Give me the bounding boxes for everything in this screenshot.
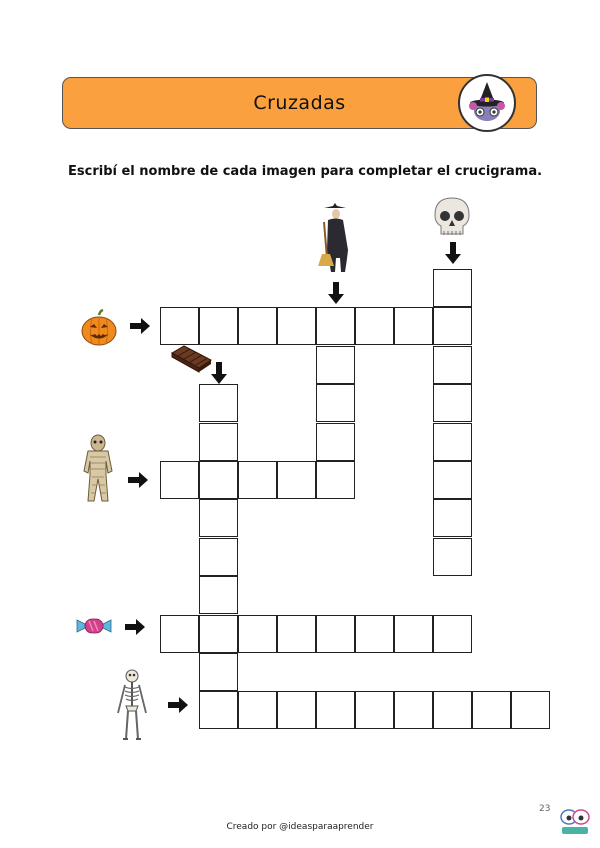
- arrow-down-icon: [211, 362, 227, 388]
- crossword-cell[interactable]: [238, 307, 277, 345]
- crossword-cell[interactable]: [316, 307, 355, 345]
- crossword-cell[interactable]: [394, 307, 433, 345]
- skeleton-icon: [112, 668, 152, 746]
- crossword-cell[interactable]: [199, 576, 238, 614]
- page-number: 23: [539, 804, 551, 814]
- crossword-cell[interactable]: [316, 691, 355, 729]
- crossword-cell[interactable]: [433, 269, 472, 307]
- crossword-cell[interactable]: [199, 538, 238, 576]
- crossword-cell[interactable]: [433, 499, 472, 537]
- crossword-cell[interactable]: [160, 461, 199, 499]
- crossword-cell[interactable]: [394, 691, 433, 729]
- crossword-cell[interactable]: [433, 461, 472, 499]
- crossword-cell[interactable]: [433, 615, 472, 653]
- candy-icon: [76, 615, 112, 641]
- crossword-cell[interactable]: [355, 615, 394, 653]
- crossword-cell[interactable]: [160, 307, 199, 345]
- crossword-cell[interactable]: [394, 615, 433, 653]
- crossword-cell[interactable]: [355, 691, 394, 729]
- arrow-right-icon: [130, 318, 150, 338]
- crossword-cell[interactable]: [316, 461, 355, 499]
- crossword-cell[interactable]: [238, 615, 277, 653]
- arrow-right-icon: [168, 697, 188, 717]
- page-title: Cruzadas: [253, 92, 346, 114]
- footer-credit: Creado por @ideasparaaprender: [226, 822, 374, 832]
- crossword-cell[interactable]: [316, 615, 355, 653]
- ideas-para-aprender-logo-icon: [558, 805, 592, 843]
- chocolate-bar-icon: [170, 345, 212, 379]
- arrow-right-icon: [128, 472, 148, 492]
- crossword-cell[interactable]: [316, 384, 355, 422]
- crossword-cell[interactable]: [316, 423, 355, 461]
- crossword-cell[interactable]: [199, 461, 238, 499]
- crossword-cell[interactable]: [199, 423, 238, 461]
- crossword-cell[interactable]: [199, 653, 238, 691]
- crossword-cell[interactable]: [433, 538, 472, 576]
- crossword-cell[interactable]: [433, 423, 472, 461]
- arrow-down-icon: [445, 242, 461, 268]
- crossword-cell[interactable]: [433, 384, 472, 422]
- mummy-icon: [78, 433, 118, 509]
- skull-icon: [433, 196, 471, 244]
- crossword-cell[interactable]: [199, 615, 238, 653]
- arrow-right-icon: [125, 619, 145, 639]
- crossword-cell[interactable]: [199, 691, 238, 729]
- arrow-down-icon: [328, 282, 344, 308]
- crossword-cell[interactable]: [511, 691, 550, 729]
- crossword-cell[interactable]: [277, 615, 316, 653]
- crossword-cell[interactable]: [316, 346, 355, 384]
- crossword-cell[interactable]: [433, 346, 472, 384]
- crossword-cell[interactable]: [277, 461, 316, 499]
- crossword-cell[interactable]: [238, 461, 277, 499]
- crossword-cell[interactable]: [238, 691, 277, 729]
- crossword-cell[interactable]: [277, 307, 316, 345]
- crossword-cell[interactable]: [199, 499, 238, 537]
- crossword-cell[interactable]: [433, 307, 472, 345]
- crossword-cell[interactable]: [472, 691, 511, 729]
- pumpkin-icon: [80, 309, 118, 351]
- crossword-cell[interactable]: [433, 691, 472, 729]
- crossword-cell[interactable]: [199, 307, 238, 345]
- instruction-text: Escribí el nombre de cada imagen para completar el crucigrama.: [68, 164, 543, 179]
- witch-icon: [316, 202, 354, 280]
- crossword-cell[interactable]: [355, 307, 394, 345]
- crossword-cell[interactable]: [160, 615, 199, 653]
- crossword-cell[interactable]: [199, 384, 238, 422]
- crossword-cell[interactable]: [277, 691, 316, 729]
